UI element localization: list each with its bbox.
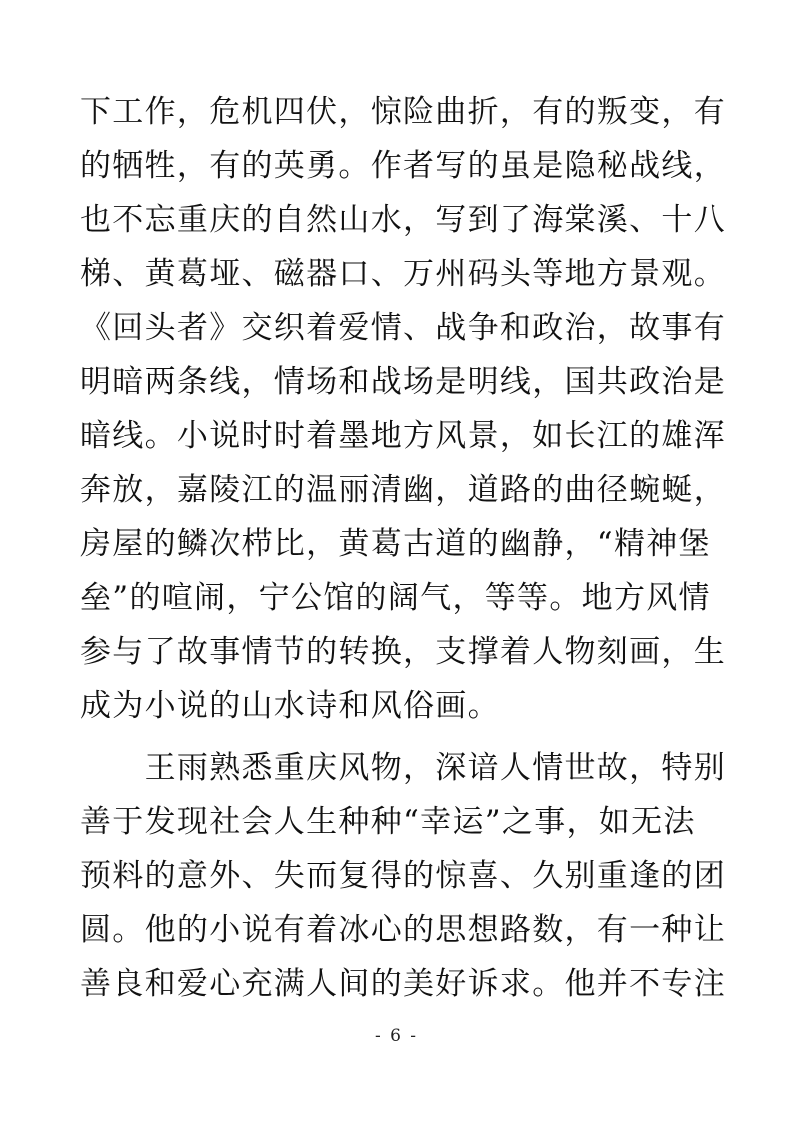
paragraph-line: 下工作，危机四伏，惊险曲折，有的叛变，有 <box>80 94 726 130</box>
paragraph-line: 善于发现社会人生种种“幸运”之事，如无法 <box>80 804 696 840</box>
paragraph-line: 预料的意外、失而复得的惊喜、久别重逢的团 <box>80 858 726 894</box>
paragraph-line: 《回头者》交织着爱情、战争和政治，故事有 <box>80 310 726 346</box>
paragraph-line: 成为小说的山水诗和风俗画。 <box>80 688 500 724</box>
paragraph-line: 善良和爱心充满人间的美好诉求。他并不专注 <box>80 966 726 1002</box>
paragraph-line: 圆。他的小说有着冰心的思想路数，有一种让 <box>80 912 726 948</box>
paragraph-line: 也不忘重庆的自然山水，写到了海棠溪、十八 <box>80 202 726 238</box>
paragraph-line: 明暗两条线，情场和战场是明线，国共政治是 <box>80 364 726 400</box>
paragraph-line: 梯、黄葛垭、磁器口、万州码头等地方景观。 <box>80 256 726 292</box>
paragraph-line: 暗线。小说时时着墨地方风景，如长江的雄浑 <box>80 418 726 454</box>
paragraph-line: 参与了故事情节的转换，支撑着人物刻画，生 <box>80 634 726 670</box>
paragraph-line: 房屋的鳞次栉比，黄葛古道的幽静，“精神堡 <box>80 526 711 562</box>
paragraph-line: 奔放，嘉陵江的温丽清幽，道路的曲径蜿蜒， <box>80 472 726 508</box>
paragraph-line: 的牺牲，有的英勇。作者写的虽是隐秘战线， <box>80 148 726 184</box>
page-number: - 6 - <box>374 1026 419 1046</box>
paragraph-line: 王雨熟悉重庆风物，深谙人情世故，特别 <box>80 750 726 786</box>
paragraph-line: 垒”的喧闹，宁公馆的阔气，等等。地方风情 <box>80 580 711 616</box>
